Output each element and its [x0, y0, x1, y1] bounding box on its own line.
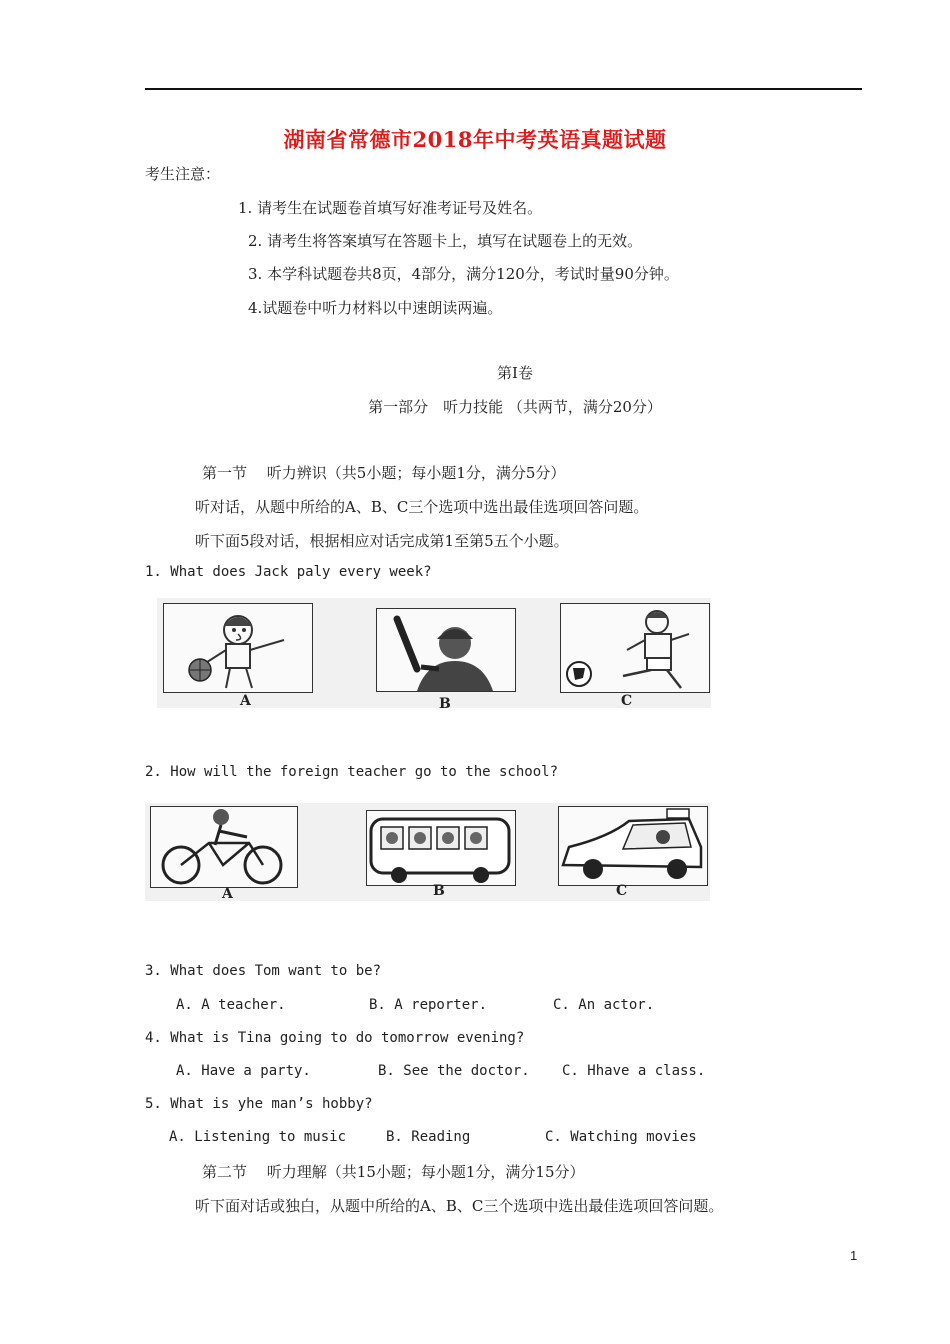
- section1-instruction-2: 听下面5段对话，根据相应对话完成第1至第5五个小题。: [195, 532, 569, 550]
- q3-option-a: A. A teacher.: [176, 997, 286, 1013]
- question-5: 5. What is yhe man’s hobby?: [145, 1096, 373, 1112]
- notice-item-4: 4.试题卷中听力材料以中速朗读两遍。: [248, 299, 503, 317]
- q4-option-b: B. See the doctor.: [378, 1063, 530, 1079]
- q5-option-c: C. Watching movies: [545, 1129, 697, 1145]
- header-rule: [145, 88, 862, 90]
- q1-picture-label-c: C: [621, 693, 633, 709]
- notice-item-1: 1. 请考生在试题卷首填写好准考证号及姓名。: [238, 199, 543, 217]
- part1-heading: 第一部分 听力技能 （共两节，满分20分）: [368, 398, 662, 416]
- question-2: 2. How will the foreign teacher go to the school?: [145, 764, 559, 780]
- q1-picture-label-b: B: [439, 696, 451, 712]
- page-title: 湖南省常德市2018年中考英语真题试题: [283, 127, 667, 152]
- section2-instruction: 听下面对话或独白，从题中所给的A、B、C三个选项中选出最佳选项回答问题。: [195, 1197, 724, 1215]
- notice-item-3: 3. 本学科试题卷共8页，4部分，满分120分，考试时量90分钟。: [248, 265, 679, 283]
- volume-heading: 第I卷: [497, 364, 533, 382]
- taxi-picture: [558, 806, 708, 886]
- q3-option-c: C. An actor.: [553, 997, 655, 1013]
- question-3: 3. What does Tom want to be?: [145, 963, 382, 979]
- bus-picture: [366, 810, 516, 886]
- question-1: 1. What does Jack paly every week?: [145, 564, 432, 580]
- q5-option-b: B. Reading: [386, 1129, 471, 1145]
- notice-item-2: 2. 请考生将答案填写在答题卡上，填写在试题卷上的无效。: [248, 232, 643, 250]
- q4-option-c: C. Hhave a class.: [562, 1063, 706, 1079]
- q2-picture-label-b: B: [433, 883, 445, 899]
- page-number: 1: [850, 1248, 858, 1263]
- section1-heading: 第一节 听力辨识（共5小题；每小题1分，满分5分）: [202, 464, 566, 482]
- question-4: 4. What is Tina going to do tomorrow evening?: [145, 1030, 525, 1046]
- football-player-picture: [560, 603, 710, 693]
- baseball-player-picture: [376, 608, 516, 692]
- basketball-player-picture: [163, 603, 313, 693]
- q4-option-a: A. Have a party.: [176, 1063, 311, 1079]
- notice-heading: 考生注意：: [145, 165, 221, 183]
- q2-picture-label-a: A: [222, 886, 233, 902]
- bicycle-picture: [150, 806, 298, 888]
- section2-heading: 第二节 听力理解（共15小题；每小题1分，满分15分）: [202, 1163, 585, 1181]
- q1-picture-label-a: A: [240, 693, 251, 709]
- q5-option-a: A. Listening to music: [169, 1129, 347, 1145]
- q3-option-b: B. A reporter.: [369, 997, 488, 1013]
- q2-picture-label-c: C: [616, 883, 628, 899]
- section1-instruction-1: 听对话，从题中所给的A、B、C三个选项中选出最佳选项回答问题。: [195, 498, 649, 516]
